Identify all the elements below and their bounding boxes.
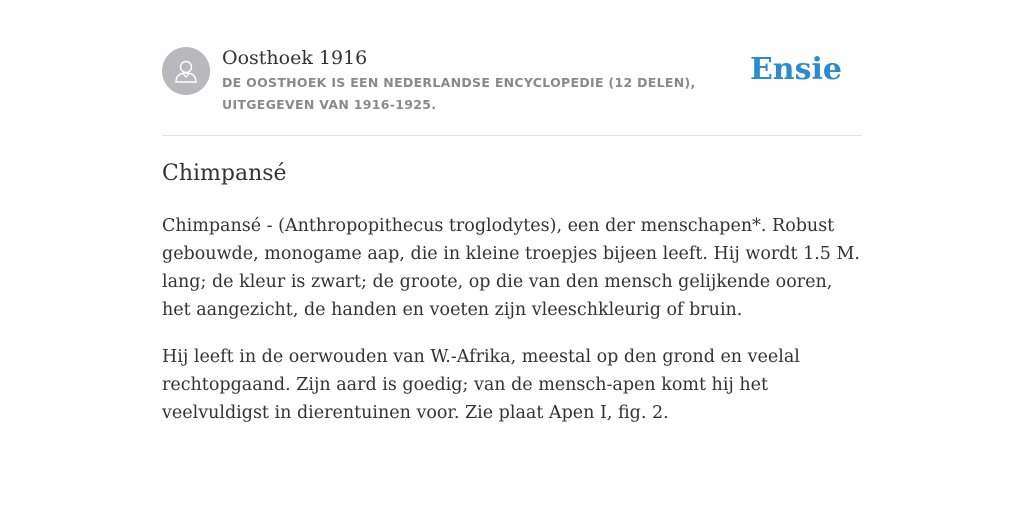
article-paragraph: Chimpansé - (Anthropopithecus troglodytes), een der menschapen*. Robust gebouwde, monogame aap, die in kleine troepjes bijeen leeft. Hij wordt 1.5 M. lang; de kleur is zwart; de groote, op die van den mensch gelijkende ooren, het aangezicht, de handen en voeten zijn vleeschkleurig of bruin. — [162, 216, 860, 320]
source-avatar[interactable] — [162, 47, 210, 95]
source-header — [162, 44, 862, 134]
source-name[interactable]: Oosthoek 1916 — [222, 47, 368, 69]
article-title: Chimpansé — [162, 161, 287, 186]
article-body — [162, 212, 862, 446]
article-paragraph: Hij leeft in de oerwouden van W.-Afrika, meestal op den grond en veelal rechtopgaand. Zijn aard is goedig; van de mensch-apen komt hij het veelvuldigst in dierentuinen voor. Zie plaat Apen I, fig. 2. — [162, 347, 800, 423]
source-description: DE OOSTHOEK IS EEN NEDERLANDSE ENCYCLOPEDIE (12 DELEN), UITGEGEVEN VAN 1916-1925. — [222, 75, 696, 112]
header-divider — [162, 135, 862, 136]
user-silhouette-icon — [172, 57, 200, 85]
brand-logo[interactable]: Ensie — [749, 52, 842, 87]
